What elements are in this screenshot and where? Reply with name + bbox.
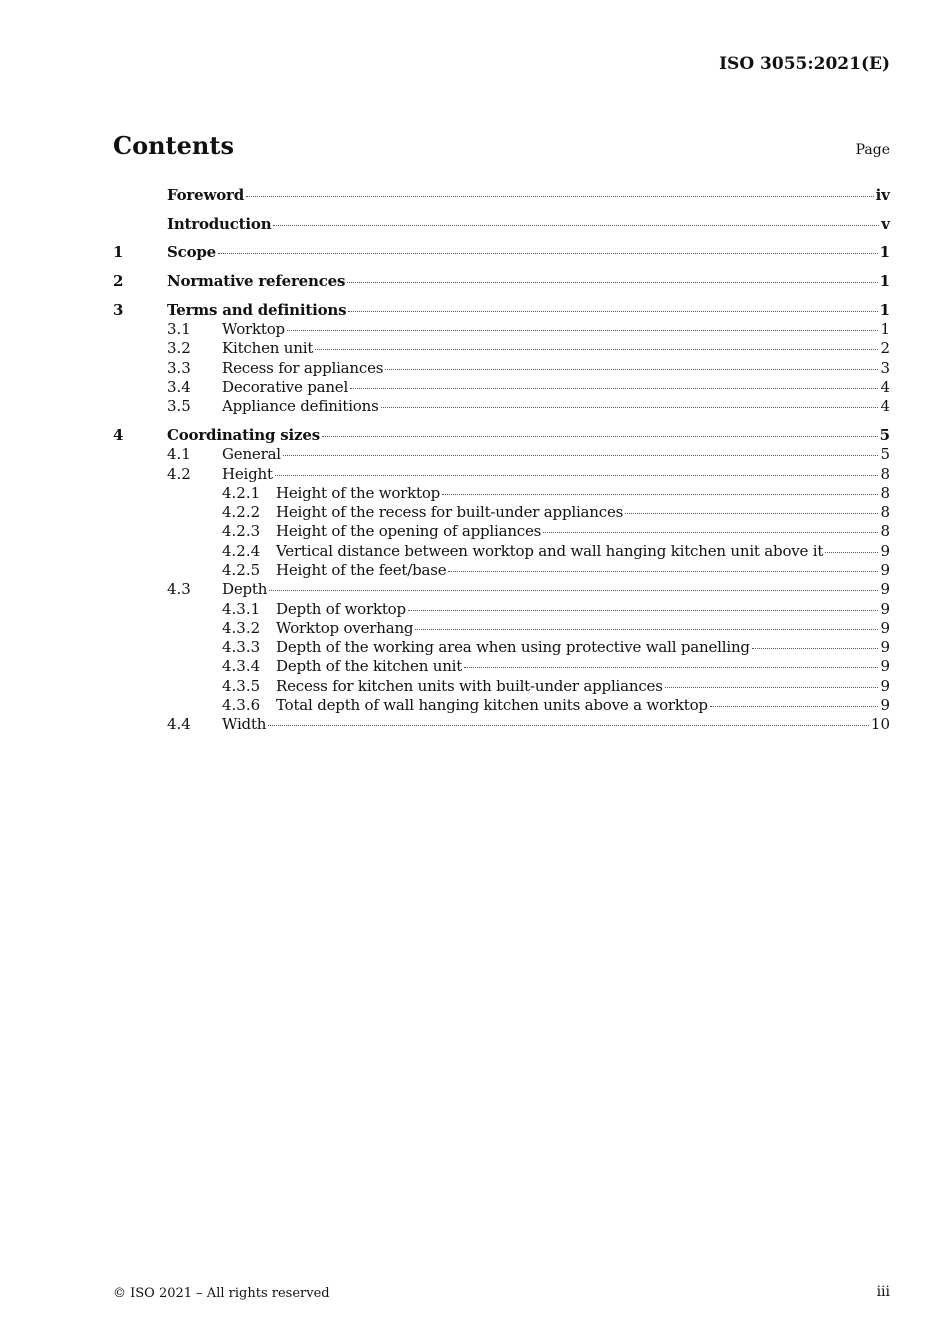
toc-entry-page: 8 bbox=[880, 464, 890, 483]
toc-entry[interactable] bbox=[113, 339, 890, 358]
dot-leader bbox=[287, 330, 879, 331]
dot-leader bbox=[625, 513, 878, 514]
toc-entry-number: 4.2.3 bbox=[222, 522, 261, 541]
toc-entry[interactable] bbox=[113, 677, 890, 696]
toc-entry-number: 4.1 bbox=[167, 445, 191, 464]
toc-entry[interactable] bbox=[113, 484, 890, 503]
toc-entry[interactable] bbox=[113, 426, 890, 445]
toc-entry-page: 2 bbox=[880, 339, 890, 358]
dot-leader bbox=[273, 225, 879, 226]
toc-entry-title: Foreword bbox=[167, 186, 244, 204]
toc-entry-number: 3.4 bbox=[167, 377, 191, 396]
toc-entry-page: 1 bbox=[880, 320, 890, 339]
dot-leader bbox=[218, 253, 878, 254]
toc-entry[interactable] bbox=[113, 397, 890, 416]
toc-entry-page: 4 bbox=[880, 397, 890, 416]
toc-entry-page: 9 bbox=[880, 638, 890, 657]
toc-entry-page: 9 bbox=[880, 696, 890, 715]
dot-leader bbox=[315, 349, 878, 350]
toc-entry[interactable] bbox=[113, 561, 890, 580]
toc-entry-number: 3 bbox=[113, 300, 124, 319]
dot-leader bbox=[408, 610, 879, 611]
toc-entry-number: 3.3 bbox=[167, 358, 191, 377]
toc-entry[interactable] bbox=[113, 638, 890, 657]
toc-entry-page: 9 bbox=[880, 561, 890, 579]
toc-entry-title: Worktop bbox=[222, 320, 285, 339]
toc-entry[interactable] bbox=[113, 378, 890, 397]
toc-entry[interactable] bbox=[113, 696, 890, 715]
toc-entry-title: Scope bbox=[167, 243, 217, 262]
toc-entry[interactable] bbox=[113, 301, 890, 320]
toc-entry-page: 1 bbox=[879, 243, 890, 262]
toc-entry-number: 3.5 bbox=[167, 397, 191, 416]
toc-entry-number: 4.3.2 bbox=[222, 618, 261, 637]
toc-entry-page: 5 bbox=[879, 425, 890, 444]
toc-entry[interactable] bbox=[113, 465, 890, 484]
toc-entry[interactable] bbox=[113, 445, 890, 464]
toc-entry-title: Kitchen unit bbox=[222, 339, 314, 358]
toc-entry-page: 9 bbox=[880, 618, 890, 637]
toc-entry-number: 4.4 bbox=[167, 715, 191, 734]
dot-leader bbox=[347, 282, 877, 283]
toc-entry-number: 4.2.1 bbox=[222, 483, 261, 502]
toc-entry-number: 4.2.4 bbox=[222, 541, 261, 560]
toc-entry-page: 8 bbox=[880, 503, 890, 522]
toc-entry[interactable] bbox=[113, 503, 890, 522]
toc-entry-number: 1 bbox=[113, 243, 124, 262]
toc-entry-title: Appliance definitions bbox=[222, 397, 379, 416]
toc-entry-number: 4.2.5 bbox=[222, 561, 261, 579]
toc-entry-title: Height of the worktop bbox=[276, 483, 441, 502]
toc-entry[interactable] bbox=[113, 359, 890, 378]
toc-entry-page: 10 bbox=[870, 715, 890, 734]
toc-entry-title: Height bbox=[222, 464, 273, 483]
toc-entry-number: 4 bbox=[113, 425, 124, 444]
toc-entry[interactable] bbox=[113, 272, 890, 291]
toc-entry-number: 4.3.4 bbox=[222, 657, 261, 676]
toc-entry[interactable] bbox=[113, 542, 890, 561]
dot-leader bbox=[448, 571, 878, 572]
toc-entry-number: 4.3 bbox=[167, 580, 191, 599]
dot-leader bbox=[275, 475, 879, 476]
toc-entry-title: Decorative panel bbox=[222, 377, 349, 396]
toc-entry[interactable] bbox=[113, 580, 890, 599]
toc-entry[interactable] bbox=[113, 320, 890, 339]
toc-entry-title: Vertical distance between worktop and wall hanging kitchen unit above it bbox=[276, 541, 824, 560]
dot-leader bbox=[710, 706, 879, 707]
dot-leader bbox=[464, 667, 878, 668]
toc-entry-title: General bbox=[222, 445, 281, 464]
dot-leader bbox=[348, 311, 877, 312]
toc-entry-title: Depth of the working area when using protective wall panelling bbox=[276, 638, 750, 657]
dot-leader bbox=[283, 455, 879, 456]
toc-entry-title: Height of the recess for built-under appliances bbox=[276, 503, 624, 522]
dot-leader bbox=[752, 648, 879, 649]
toc-entry-title: Recess for appliances bbox=[222, 358, 384, 377]
dot-leader bbox=[543, 532, 878, 533]
dot-leader bbox=[442, 494, 878, 495]
toc-entry-page: 9 bbox=[880, 599, 890, 618]
dot-leader bbox=[385, 369, 878, 370]
toc-entry-number: 4.2.2 bbox=[222, 503, 261, 522]
toc-entry-title: Coordinating sizes bbox=[167, 425, 320, 444]
page-number: iii bbox=[876, 1284, 890, 1300]
toc-entry-title: Introduction bbox=[167, 214, 272, 233]
dot-leader bbox=[825, 552, 878, 553]
toc-entry-title: Recess for kitchen units with built-under appliances bbox=[276, 676, 663, 695]
toc-entry-page: 4 bbox=[880, 377, 890, 396]
toc-entry-page: 9 bbox=[880, 580, 890, 599]
toc-entry-number: 2 bbox=[113, 272, 124, 291]
toc-entry-number: 3.2 bbox=[167, 339, 191, 358]
dot-leader bbox=[322, 436, 878, 437]
toc-entry-number: 4.3.3 bbox=[222, 638, 261, 657]
toc-entry[interactable] bbox=[113, 619, 890, 638]
toc-entry-page: 8 bbox=[880, 522, 890, 541]
dot-leader bbox=[246, 196, 874, 197]
toc-entry-title: Worktop overhang bbox=[276, 618, 414, 637]
page-title: Contents bbox=[113, 131, 234, 160]
toc-entry-page: v bbox=[881, 214, 890, 233]
toc-entry-number: 4.3.1 bbox=[222, 599, 261, 618]
toc-entry-title: Height of the feet/base bbox=[276, 561, 447, 579]
toc-entry-title: Depth of the kitchen unit bbox=[276, 657, 463, 676]
copyright-footer: © ISO 2021 – All rights reserved bbox=[113, 1286, 330, 1301]
toc-entry-title: Terms and definitions bbox=[167, 300, 347, 319]
toc-entry-number: 4.3.5 bbox=[222, 676, 261, 695]
toc-entry-number: 4.3.6 bbox=[222, 696, 261, 715]
dot-leader bbox=[350, 388, 878, 389]
toc-entry[interactable] bbox=[113, 215, 890, 234]
toc-entry-page: 9 bbox=[880, 541, 890, 560]
toc-entry-page: iv bbox=[875, 186, 890, 204]
toc-entry[interactable] bbox=[113, 657, 890, 676]
toc-entry-page: 5 bbox=[880, 445, 890, 464]
toc-entry-title: Total depth of wall hanging kitchen units above a worktop bbox=[276, 696, 708, 715]
toc-entry[interactable] bbox=[113, 715, 890, 734]
toc-entry-title: Height of the opening of appliances bbox=[276, 522, 542, 541]
toc-entry-title: Depth of worktop bbox=[276, 599, 406, 618]
page-column-label: Page bbox=[855, 142, 890, 158]
toc-entry[interactable] bbox=[113, 243, 890, 262]
toc-entry-number: 4.2 bbox=[167, 464, 191, 483]
toc-entry-page: 1 bbox=[879, 300, 890, 319]
table-of-contents bbox=[113, 186, 890, 735]
toc-entry-title: Width bbox=[222, 715, 267, 734]
toc-entry[interactable] bbox=[113, 600, 890, 619]
toc-entry-page: 1 bbox=[879, 272, 890, 291]
toc-entry[interactable] bbox=[113, 522, 890, 541]
toc-entry-page: 9 bbox=[880, 657, 890, 676]
toc-entry[interactable] bbox=[113, 186, 890, 205]
toc-entry-page: 9 bbox=[880, 676, 890, 695]
toc-entry-number: 3.1 bbox=[167, 320, 191, 339]
document-id-header: ISO 3055:2021(E) bbox=[719, 54, 890, 74]
dot-leader bbox=[415, 629, 878, 630]
toc-entry-page: 3 bbox=[880, 358, 890, 377]
dot-leader bbox=[665, 687, 879, 688]
dot-leader bbox=[381, 407, 879, 408]
toc-entry-page: 8 bbox=[880, 483, 890, 502]
dot-leader bbox=[268, 725, 869, 726]
toc-entry-title: Normative references bbox=[167, 272, 346, 291]
dot-leader bbox=[269, 590, 878, 591]
toc-entry-title: Depth bbox=[222, 580, 268, 599]
